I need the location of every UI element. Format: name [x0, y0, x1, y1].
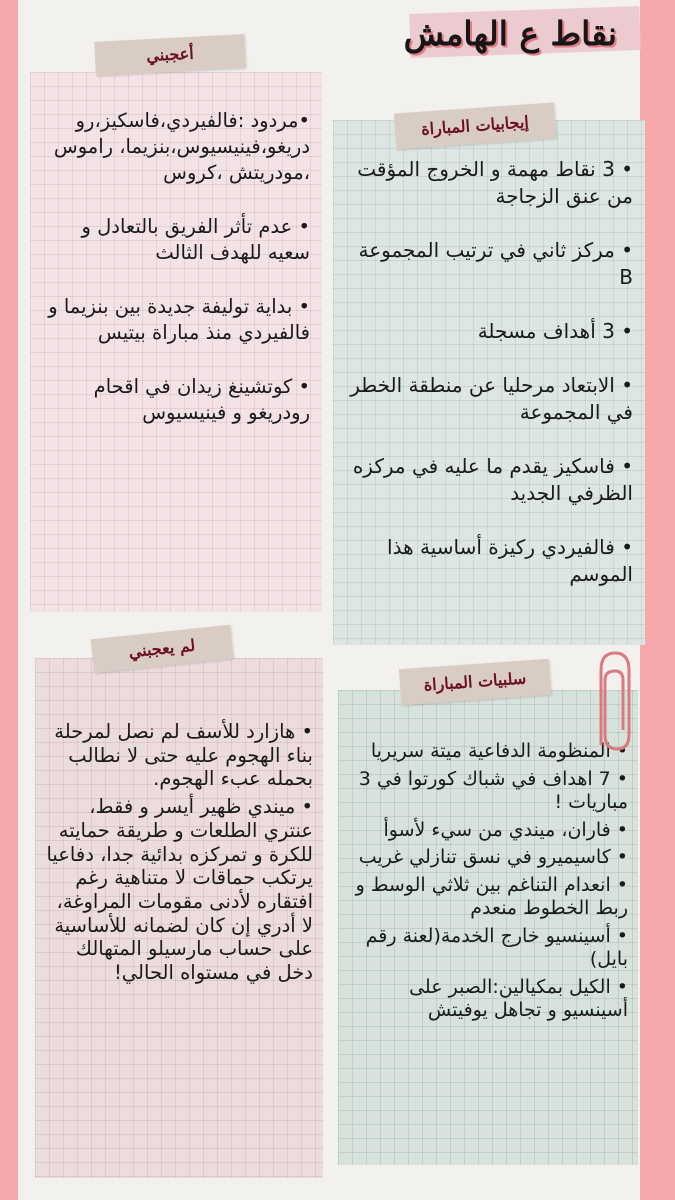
disliked-list — [45, 720, 313, 985]
list-item: • هازارد للأسف لم نصل لمرحلة بناء الهجوم عليه حتى لا نطالب بحمله عبء الهجوم. — [54, 720, 313, 791]
list-item: • بداية توليفة جديدة بين بنزيما و فالفيردي منذ مباراة بيتيس — [48, 295, 310, 344]
liked-card — [30, 72, 322, 612]
list-item: • فالفيردي ركيزة أساسية هذا الموسم — [387, 535, 633, 586]
positives-list — [343, 156, 633, 588]
list-item: • أسينسيو خارج الخدمة(لعنة رقم بايل) — [365, 924, 628, 970]
negatives-list — [346, 740, 628, 1023]
disliked-label: لم يعجبني — [91, 625, 234, 673]
positives-label: إيجابيات المباراة — [394, 102, 556, 149]
list-item: • 3 نقاط مهمة و الخروج المؤقت من عنق الزجاجة — [357, 157, 633, 208]
paperclip-icon — [583, 645, 643, 755]
list-item: • المنظومة الدفاعية ميتة سريريا — [370, 740, 628, 762]
list-item: • انعدام التناغم بين ثلاثي الوسط و ربط الخطوط منعدم — [355, 873, 628, 919]
list-item: • 3 أهداف مسجلة — [477, 319, 633, 343]
liked-label: أعجبني — [94, 34, 246, 76]
list-item: • مركز ثاني في ترتيب المجموعة B — [358, 238, 633, 289]
list-item: • عدم تأثر الفريق بالتعادل و سعيه للهدف الثالث — [81, 215, 310, 264]
liked-list — [40, 108, 310, 426]
list-item: • ميندي ظهير أيسر و فقط، عنتري الطلعات و طريقة حمايته للكرة و تمركزه بدائية جدا، دفاعيا يرتكب حماقات لا متناهية رغم افتقاره لأدنى مقومات المراوغة، لا أدري إن كان لضمانه للأساسية على حساب مارسيلو المتهالك دخل في مستواه الحالي! — [46, 795, 313, 985]
list-item: • كوتشينغ زيدان في اقحام رودريغو و فينيسيوس — [93, 375, 310, 424]
list-item: • الابتعاد مرحليا عن منطقة الخطر في المجموعة — [350, 373, 633, 424]
list-item: • فاسكيز يقدم ما عليه في مركزه الظرفي الجديد — [352, 454, 633, 505]
positives-card — [333, 120, 645, 645]
negatives-card — [338, 690, 638, 1165]
list-item: •مردود :فالفيردي،فاسكيز،رو دريغو،فينيسيوس،بنزيما، راموس ،مودريتش ،كروس — [53, 109, 310, 184]
list-item: • الكيل بمكيالين:الصبر على أسينسيو و تجاهل يوفيتش — [409, 975, 628, 1021]
page-title: نقاط ع الهامش — [403, 14, 617, 53]
list-item: • فاران، ميندي من سيء لأسوأ — [383, 818, 628, 841]
list-item: • كاسيميرو في نسق تنازلي غريب — [358, 846, 628, 868]
negatives-label: سلبيات المباراة — [399, 659, 551, 705]
disliked-card — [35, 658, 323, 1178]
list-item: • 7 اهداف في شباك كورتوا في 3 مباريات ! — [358, 767, 628, 813]
